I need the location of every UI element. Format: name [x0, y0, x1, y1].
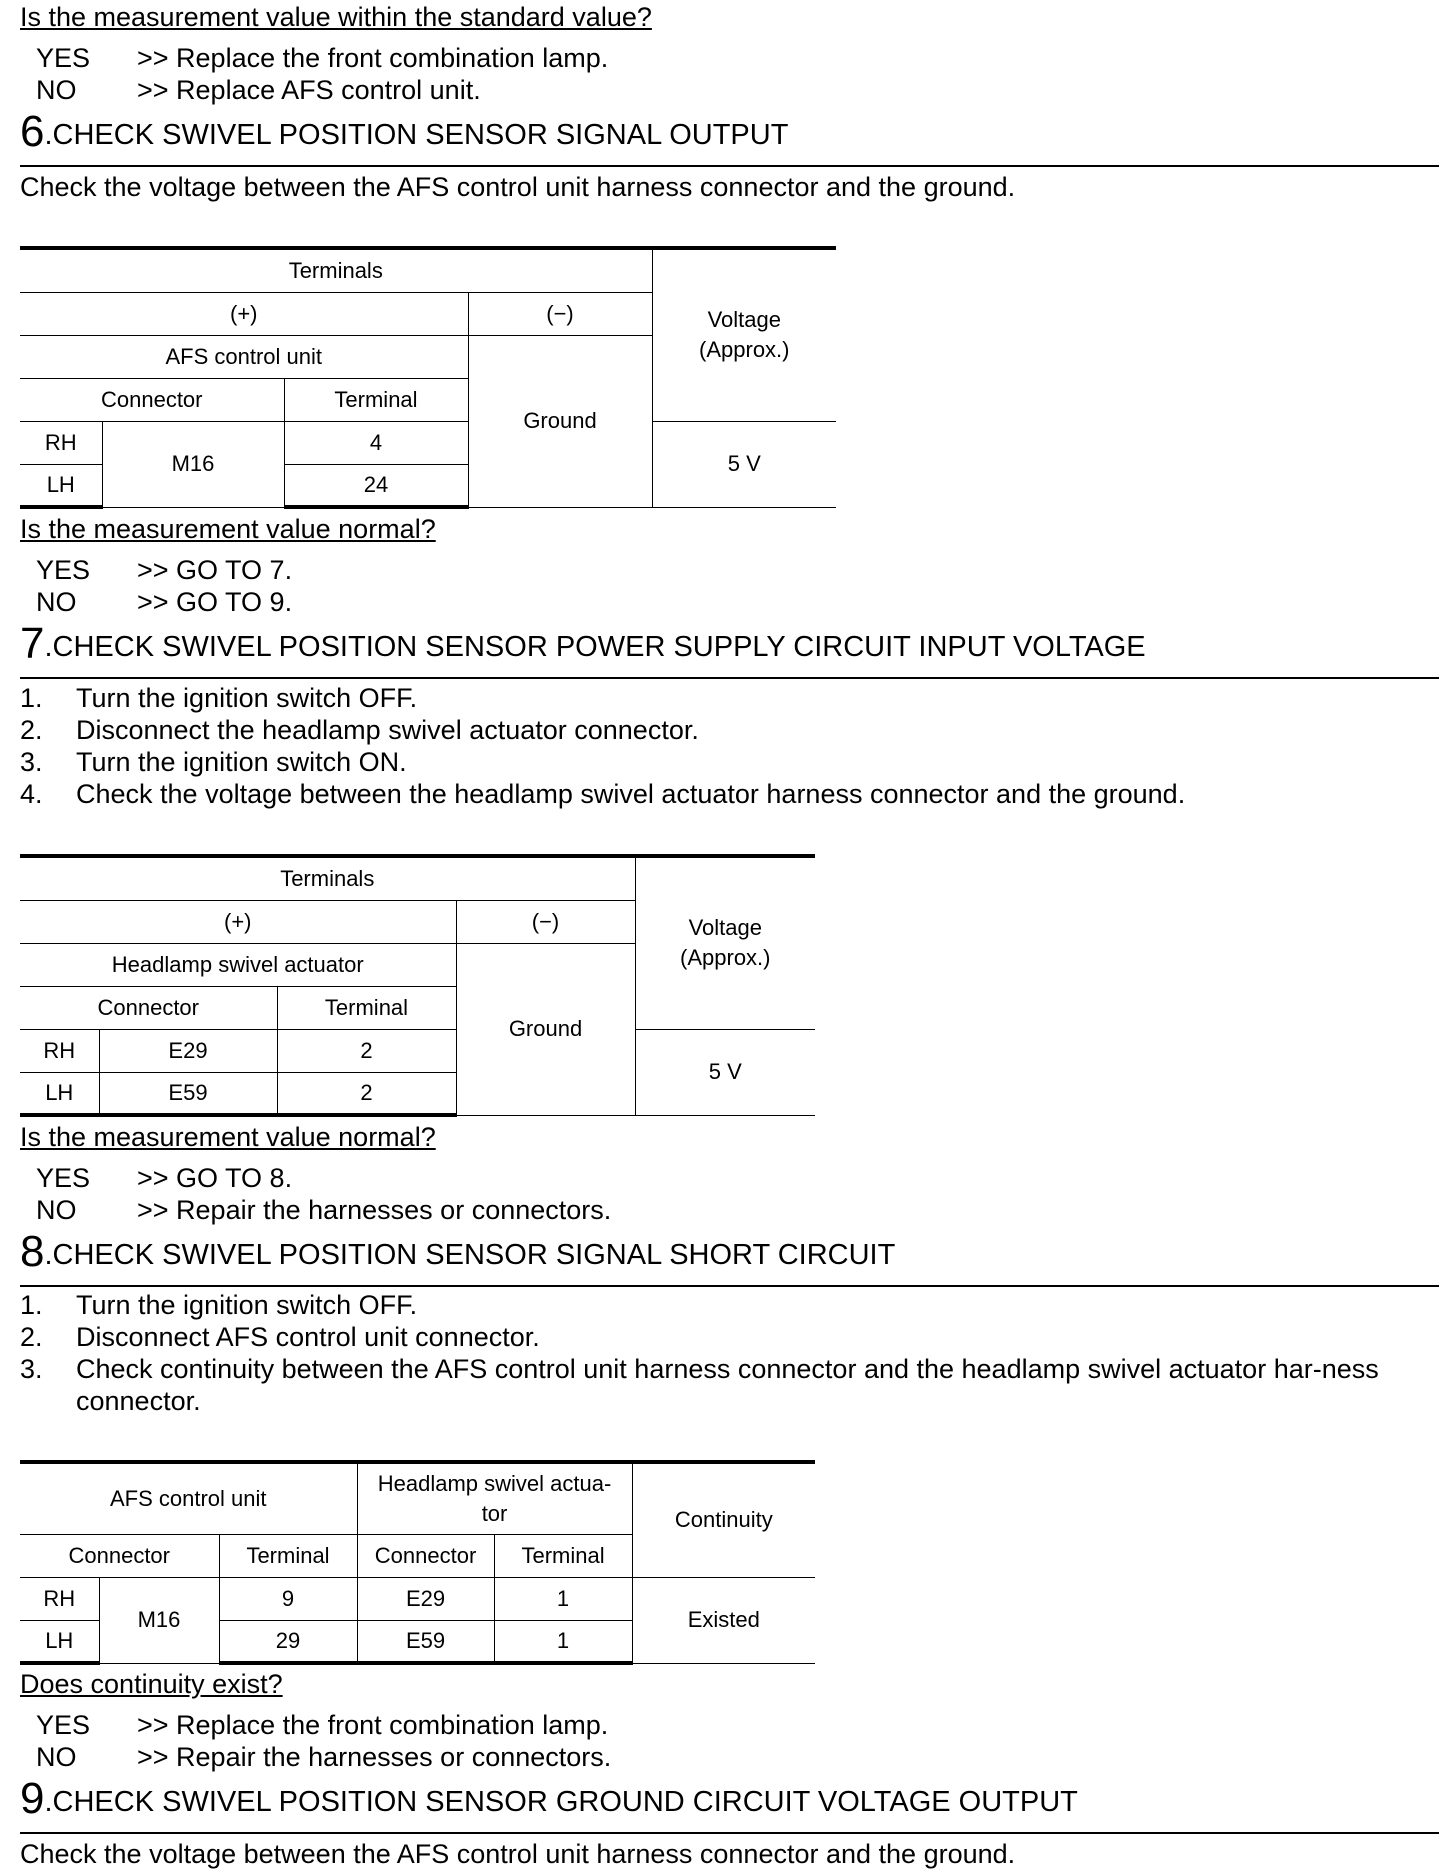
- rh-terminal: 2: [277, 1029, 456, 1072]
- step-7-item-1: 1. Turn the ignition switch OFF.: [20, 683, 418, 713]
- actuator-terminal-header: Terminal: [494, 1534, 632, 1577]
- unit-header: Headlamp swivel actuator: [20, 943, 456, 986]
- step-6-instruction: Check the voltage between the AFS control unit harness connector and the ground.: [20, 172, 1016, 202]
- step-8-no: NO >> Repair the harnesses or connectors.: [36, 1742, 612, 1772]
- afs-connector-cell: M16: [99, 1577, 219, 1663]
- afs-terminal-header: Terminal: [219, 1534, 357, 1577]
- step-6-voltage-table: [20, 246, 836, 509]
- voltage-header: Voltage (Approx.): [635, 856, 815, 1029]
- step-9-heading: 9.CHECK SWIVEL POSITION SENSOR GROUND CIRCUIT VOLTAGE OUTPUT: [20, 1774, 1078, 1823]
- lh-label: LH: [20, 1072, 99, 1115]
- lh-connector: E59: [99, 1072, 277, 1115]
- plus-header: (+): [20, 900, 456, 943]
- ground-cell: Ground: [456, 943, 635, 1115]
- step-8-rule: [20, 1285, 1439, 1287]
- connector-cell: M16: [102, 421, 284, 507]
- rh-connector: E29: [99, 1029, 277, 1072]
- step-6-question: Is the measurement value normal?: [20, 514, 436, 544]
- step-6-yes: YES >> GO TO 7.: [36, 555, 293, 585]
- yes-answer: YES >> Replace the front combination lamp.: [36, 43, 609, 73]
- continuity-header: Continuity: [632, 1462, 815, 1577]
- lh-actuator-connector: E59: [357, 1620, 494, 1663]
- lh-label: LH: [20, 464, 102, 507]
- rh-terminal: 4: [284, 421, 468, 464]
- step-7-rule: [20, 677, 1439, 679]
- lh-label: LH: [20, 1620, 99, 1663]
- step-9-rule: [20, 1832, 1439, 1834]
- step-8-question: Does continuity exist?: [20, 1669, 283, 1699]
- step-7-question: Is the measurement value normal?: [20, 1122, 436, 1152]
- no-answer: NO >> Replace AFS control unit.: [36, 75, 481, 105]
- plus-header: (+): [20, 292, 468, 335]
- step-7-voltage-table: [20, 854, 815, 1117]
- step-9-instruction: Check the voltage between the AFS control unit harness connector and the ground.: [20, 1839, 1016, 1869]
- terminals-header: Terminals: [20, 248, 652, 292]
- step-8-item-1: 1. Turn the ignition switch OFF.: [20, 1290, 418, 1320]
- lh-afs-terminal: 29: [219, 1620, 357, 1663]
- unit-header: AFS control unit: [20, 335, 468, 378]
- rh-actuator-connector: E29: [357, 1577, 494, 1620]
- actuator-connector-header: Connector: [357, 1534, 494, 1577]
- step-7-item-2: 2. Disconnect the headlamp swivel actuator connector.: [20, 715, 699, 745]
- step-8-continuity-table: [20, 1460, 815, 1665]
- step-7-item-4: 4. Check the voltage between the headlamp swivel actuator harness connector and the ground.: [20, 779, 1186, 809]
- connector-header: Connector: [20, 986, 277, 1029]
- rh-label: RH: [20, 1577, 99, 1620]
- ground-cell: Ground: [468, 335, 652, 507]
- terminals-header: Terminals: [20, 856, 635, 900]
- step-6-no: NO >> GO TO 9.: [36, 587, 293, 617]
- afs-connector-header: Connector: [20, 1534, 219, 1577]
- continuity-value: Existed: [632, 1577, 815, 1663]
- step-8-heading: 8.CHECK SWIVEL POSITION SENSOR SIGNAL SHORT CIRCUIT: [20, 1227, 896, 1276]
- step-8-yes: YES >> Replace the front combination lamp.: [36, 1710, 609, 1740]
- voltage-header: Voltage (Approx.): [652, 248, 836, 421]
- rh-actuator-terminal: 1: [494, 1577, 632, 1620]
- terminal-header: Terminal: [284, 378, 468, 421]
- step-7-item-3: 3. Turn the ignition switch ON.: [20, 747, 407, 777]
- step-8-item-3: 3. Check continuity between the AFS control unit harness connector and the headlamp swivel actuator har-ness connector.: [20, 1354, 1379, 1416]
- connector-header: Connector: [20, 378, 284, 421]
- step-7-yes: YES >> GO TO 8.: [36, 1163, 293, 1193]
- voltage-value: 5 V: [635, 1029, 815, 1115]
- step-7-no: NO >> Repair the harnesses or connectors.: [36, 1195, 612, 1225]
- rh-label: RH: [20, 1029, 99, 1072]
- step-6-heading: 6.CHECK SWIVEL POSITION SENSOR SIGNAL OUTPUT: [20, 107, 789, 156]
- step-7-heading: 7.CHECK SWIVEL POSITION SENSOR POWER SUPPLY CIRCUIT INPUT VOLTAGE: [20, 619, 1146, 668]
- lh-actuator-terminal: 1: [494, 1620, 632, 1663]
- lh-terminal: 24: [284, 464, 468, 507]
- rh-label: RH: [20, 421, 102, 464]
- terminal-header: Terminal: [277, 986, 456, 1029]
- afs-unit-header: AFS control unit: [20, 1462, 357, 1534]
- lh-terminal: 2: [277, 1072, 456, 1115]
- actuator-header: Headlamp swivel actua- tor: [357, 1462, 632, 1534]
- standard-value-question: Is the measurement value within the standard value?: [20, 2, 652, 32]
- step-6-rule: [20, 165, 1439, 167]
- step-8-item-2: 2. Disconnect AFS control unit connector.: [20, 1322, 540, 1352]
- voltage-value: 5 V: [652, 421, 836, 507]
- minus-header: (−): [468, 292, 652, 335]
- minus-header: (−): [456, 900, 635, 943]
- rh-afs-terminal: 9: [219, 1577, 357, 1620]
